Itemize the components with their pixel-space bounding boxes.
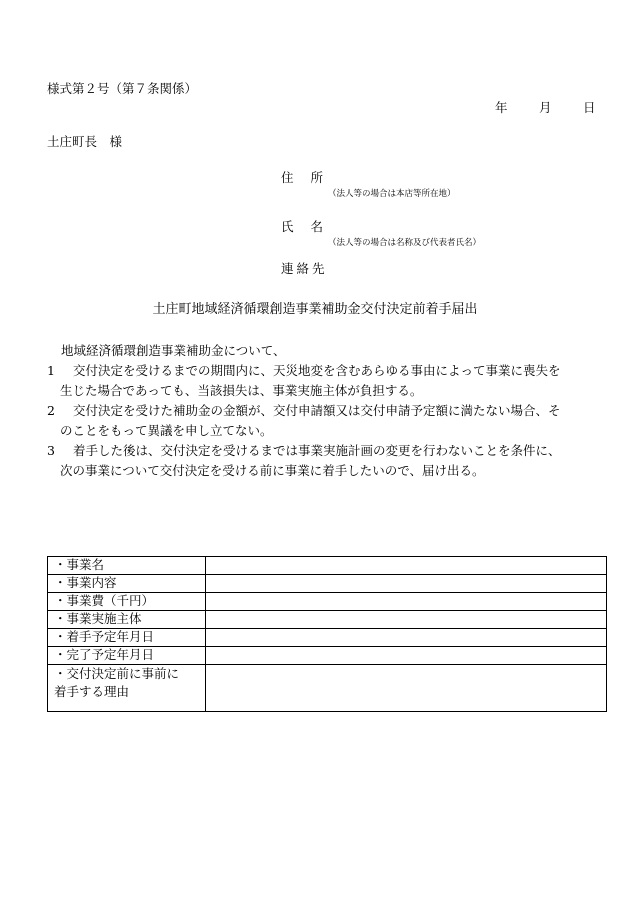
completion-date-label: ・完了予定年月日	[48, 647, 206, 665]
table-row	[48, 629, 607, 647]
project-cost-label: ・事業費（千円）	[48, 593, 206, 611]
intro-text: 地域経済循環創造事業補助金について、	[61, 343, 286, 358]
name-note: （法人等の場合は名称及び代表者氏名）	[328, 238, 482, 248]
table-row	[48, 575, 607, 593]
date-day-label: 日	[583, 100, 596, 115]
name-label-char-1: 氏	[281, 219, 294, 234]
date-month-label: 月	[539, 100, 552, 115]
start-date-field[interactable]	[206, 629, 607, 647]
condition-text-line1: 交付決定を受けた補助金の金額が、交付申請額又は交付申請予定額に満たない場合、そ	[73, 403, 561, 418]
condition-text-line1: 着手した後は、交付決定を受けるまでは事業実施計画の変更を行わないことを条件に、	[73, 443, 561, 458]
name-label	[281, 219, 323, 234]
early-start-reason-label-line1: ・交付決定前に事前に	[54, 666, 180, 681]
early-start-reason-label-line2: 着手する理由	[54, 684, 130, 699]
condition-text-line2: 生じた場合であっても、当該損失は、事業実施主体が負担する。	[60, 383, 423, 398]
condition-number: 1	[47, 363, 55, 378]
early-start-reason-label	[48, 665, 206, 712]
condition-text-line2: のことをもって異議を申し立てない。	[60, 423, 273, 438]
address-label-char-2: 所	[310, 170, 324, 185]
condition-number: 3	[47, 443, 55, 458]
project-content-field[interactable]	[206, 575, 607, 593]
address-note: （法人等の場合は本店等所在地）	[328, 189, 456, 199]
document-title: 土庄町地域経済循環創造事業補助金交付決定前着手届出	[152, 302, 478, 317]
project-content-label: ・事業内容	[48, 575, 206, 593]
project-cost-field[interactable]	[206, 593, 607, 611]
table-row	[48, 557, 607, 575]
form-number: 様式第２号（第７条関係）	[47, 81, 198, 96]
early-start-reason-field[interactable]	[206, 665, 607, 712]
addressee: 土庄町長 様	[47, 134, 123, 149]
project-info-table	[47, 556, 607, 712]
table-row	[48, 647, 607, 665]
start-date-label: ・着手予定年月日	[48, 629, 206, 647]
condition-text-line2: 次の事業について交付決定を受ける前に事業に着手したいので、届け出る。	[60, 463, 485, 478]
project-name-field[interactable]	[206, 557, 607, 575]
date-year-label: 年	[495, 100, 508, 115]
contact-label: 連絡先	[281, 261, 328, 276]
table-row	[48, 593, 607, 611]
implementing-entity-label: ・事業実施主体	[48, 611, 206, 629]
completion-date-field[interactable]	[206, 647, 607, 665]
address-label	[281, 170, 323, 185]
condition-text-line1: 交付決定を受けるまでの期間内に、天災地変を含むあらゆる事由によって事業に喪失を	[73, 363, 561, 378]
address-label-char-1: 住	[281, 170, 294, 185]
table-row	[48, 611, 607, 629]
name-label-char-2: 名	[310, 219, 324, 234]
implementing-entity-field[interactable]	[206, 611, 607, 629]
table-row	[48, 665, 607, 712]
condition-number: 2	[47, 403, 55, 418]
project-name-label: ・事業名	[48, 557, 206, 575]
